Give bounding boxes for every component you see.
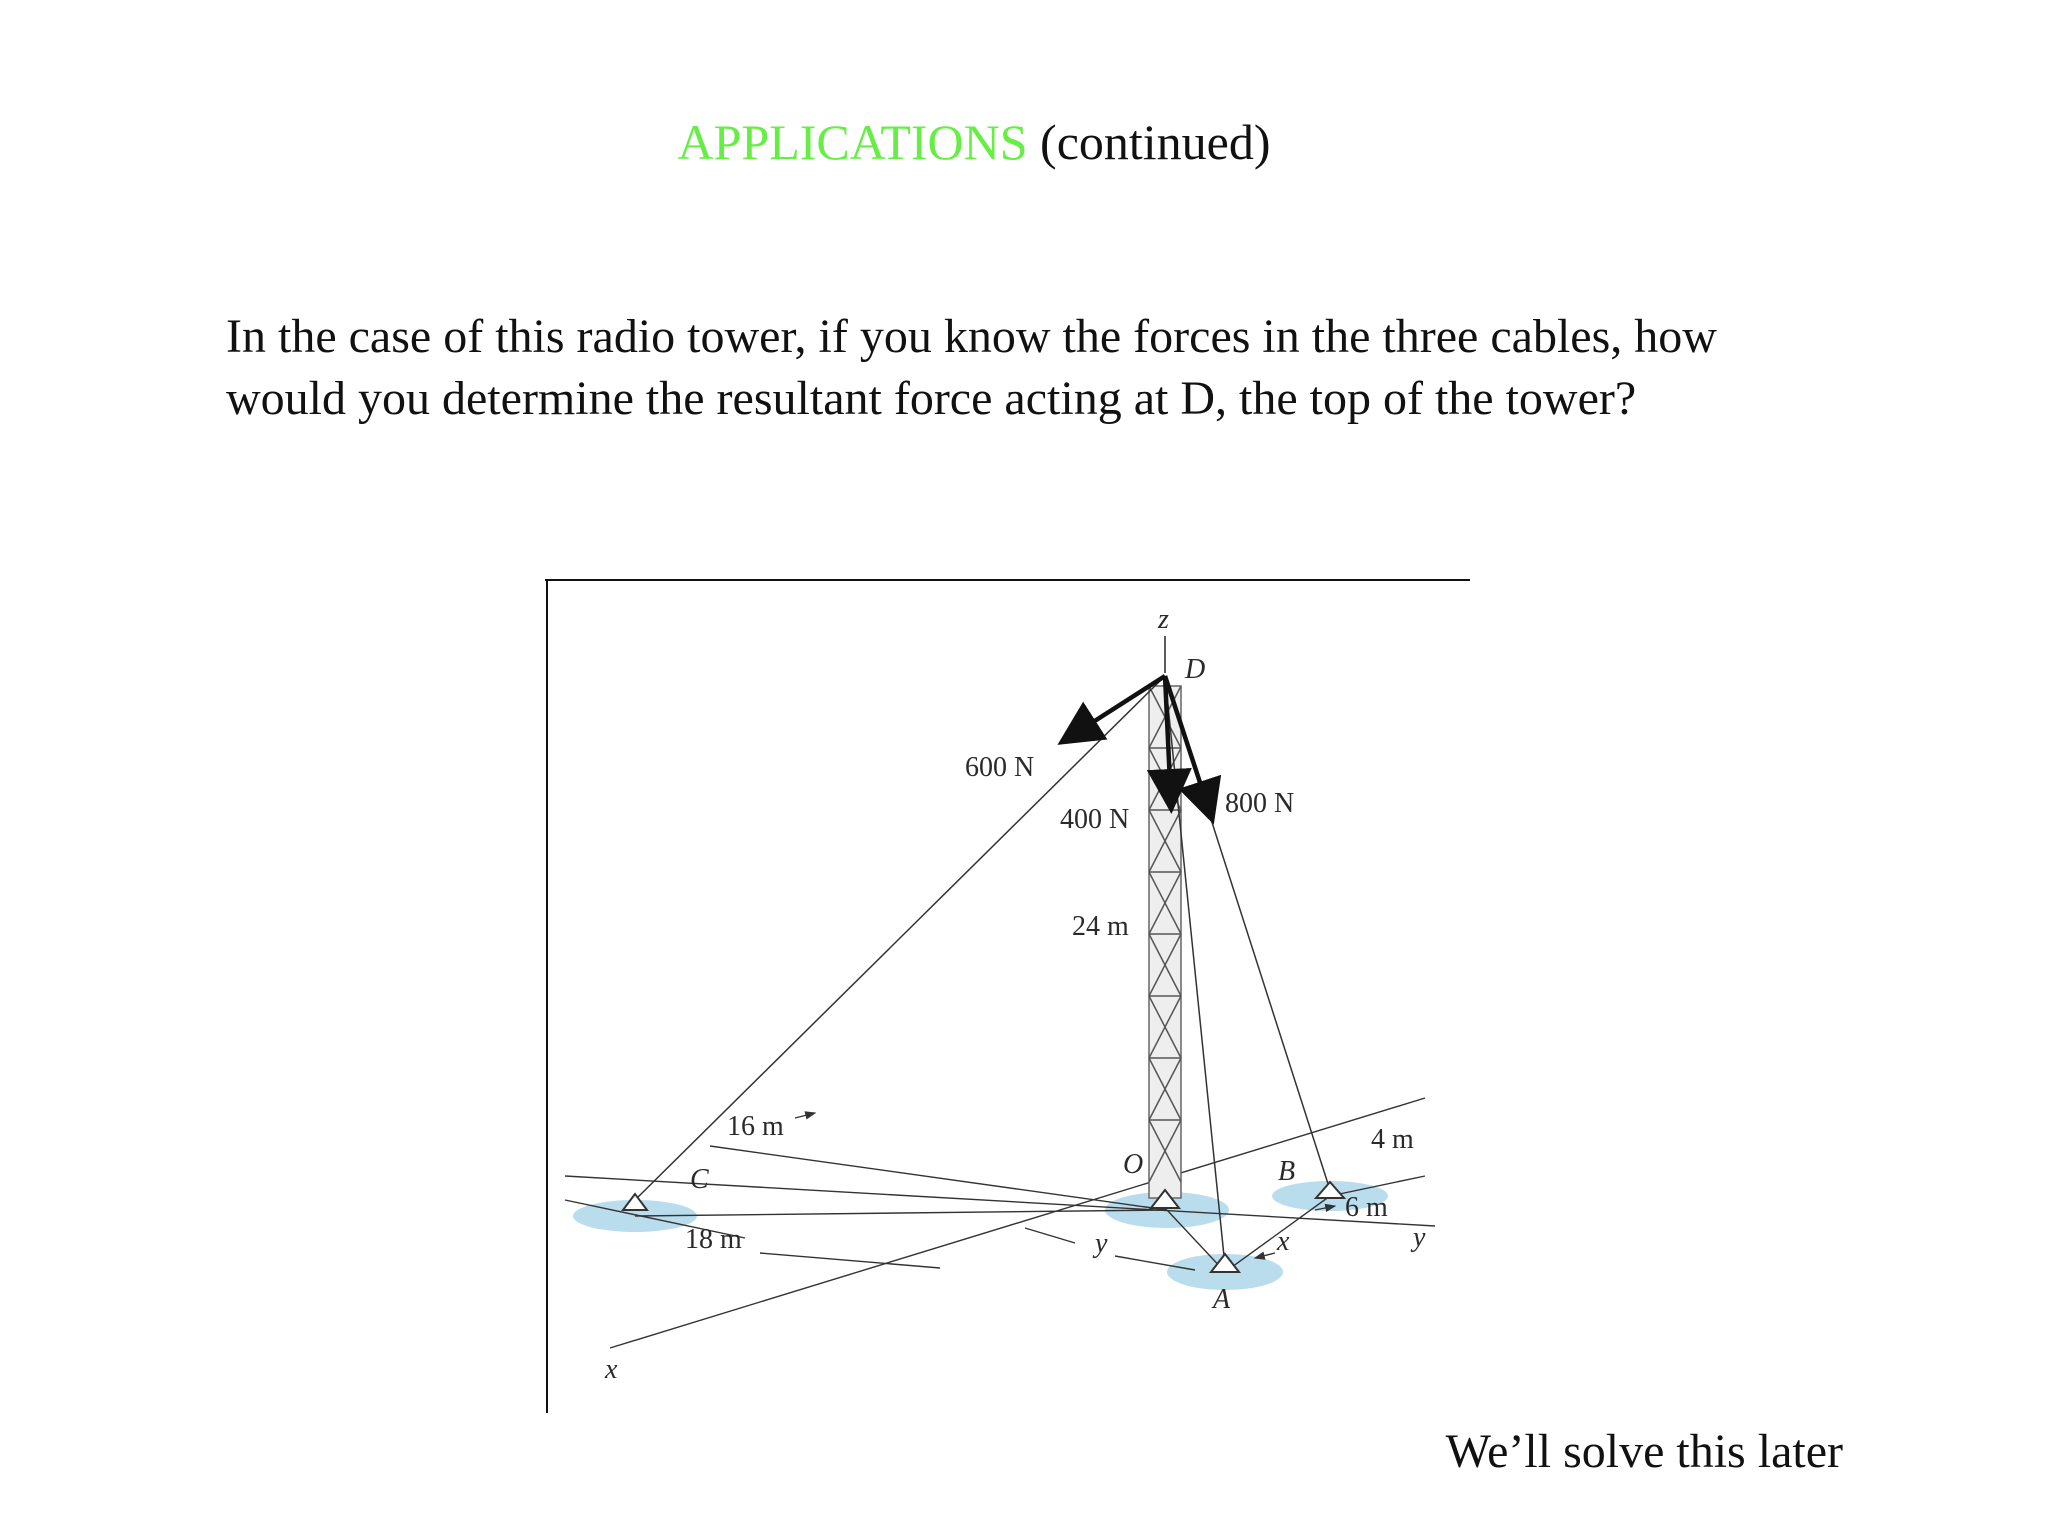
ground-line-c-to-o (635, 1210, 1167, 1216)
title-rest: (continued) (1027, 114, 1271, 170)
point-b-label: B (1278, 1156, 1296, 1187)
title-highlight: APPLICATIONS (677, 114, 1028, 170)
dim-18m-label: 18 m (685, 1224, 742, 1255)
force-600-label: 600 N (965, 752, 1035, 783)
tower-lattice (1149, 686, 1181, 1198)
ground-line-y-dim-left (1025, 1228, 1075, 1243)
radio-tower-diagram (545, 578, 1470, 1413)
origin-label: O (1123, 1149, 1144, 1180)
point-a-label: A (1213, 1284, 1231, 1315)
height-label: 24 m (1072, 911, 1129, 942)
force-400-label: 400 N (1060, 804, 1130, 835)
dim-16m-label: 16 m (727, 1111, 784, 1142)
x-dim-right-label: x (1277, 1226, 1290, 1257)
question-text: In the case of this radio tower, if you know the forces in the three cables, how would you determine the resultant force acting at D, the top of the tower? (226, 310, 1717, 425)
footer-note: We’ll solve this later (1445, 1425, 1843, 1478)
dim-4m-label: 4 m (1371, 1124, 1414, 1155)
z-axis-label: z (1158, 604, 1169, 635)
point-d-label: D (1185, 654, 1206, 685)
dim-x-arrow (1255, 1253, 1275, 1258)
dim-16m-arrow (795, 1113, 815, 1118)
x-axis-label: x (605, 1354, 618, 1385)
point-c-label: C (690, 1164, 709, 1195)
force-800-label: 800 N (1225, 788, 1295, 819)
radio-tower-figure (545, 578, 1470, 1413)
y-axis-label: y (1413, 1222, 1426, 1253)
y-dim-mid-label: y (1095, 1228, 1108, 1259)
dim-6m-label: 6 m (1345, 1192, 1388, 1223)
slide-title (0, 112, 1948, 172)
ground-line-16m-dim (710, 1146, 1167, 1210)
